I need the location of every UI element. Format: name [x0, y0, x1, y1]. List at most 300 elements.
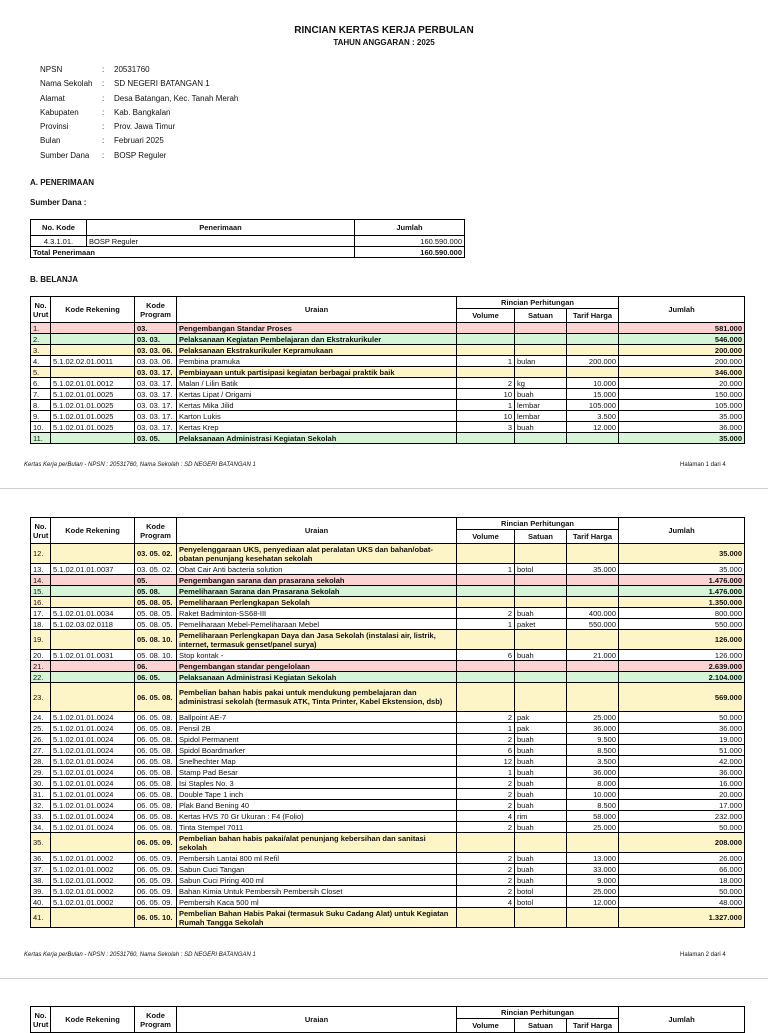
- cell-kode-program: 06. 05. 08.: [135, 767, 177, 778]
- cell-uraian: Spidol Permanent: [177, 734, 457, 745]
- cell-kode-program: 06. 05. 08.: [135, 811, 177, 822]
- cell-jumlah: 35.000: [619, 564, 745, 575]
- cell-jumlah: 581.000: [619, 323, 745, 334]
- cell-kode-program: 03. 03. 17.: [135, 411, 177, 422]
- cell-volume: 2: [457, 800, 515, 811]
- cell-satuan: paket: [515, 619, 567, 630]
- cell-uraian: Pensil 2B: [177, 723, 457, 734]
- cell-kode-rekening: 5.1.02.03.02.0118: [51, 619, 135, 630]
- cell-kode-program: 05. 08.: [135, 586, 177, 597]
- table-row: [31, 767, 745, 778]
- table-row: [31, 789, 745, 800]
- cell-jumlah: 105.000: [619, 400, 745, 411]
- cell-volume: 10: [457, 389, 515, 400]
- info-row: Provinsi : Prov. Jawa Timur: [40, 122, 176, 132]
- cell-jumlah: 66.000: [619, 864, 745, 875]
- cell-tarif-harga: 12.000: [567, 897, 619, 908]
- cell-kode-rekening: [51, 908, 135, 928]
- cell-satuan: buah: [515, 422, 567, 433]
- table-row: [31, 745, 745, 756]
- table-row: [31, 564, 745, 575]
- section-b-label: B. BELANJA: [30, 275, 79, 284]
- belanja-table-page-3: No. Urut Kode Rekening Kode Program Uraian Rincian Perhitungan Jumlah Volume Satuan Tarif Harga: [30, 1006, 745, 1033]
- cell-row-number: 3.: [31, 345, 51, 356]
- cell-kode-rekening: [51, 323, 135, 334]
- cell-row-number: 38.: [31, 875, 51, 886]
- cell-kode-rekening: 5.1.02.01.01.0025: [51, 411, 135, 422]
- cell-volume: [457, 367, 515, 378]
- cell-volume: [457, 575, 515, 586]
- cell-volume: 1: [457, 356, 515, 367]
- cell-kode-rekening: 5.1.02.01.01.0012: [51, 378, 135, 389]
- cell-kode-program: 05.: [135, 575, 177, 586]
- cell-uraian: Pembelian bahan habis pakai/alat penunjang kebersihan dan sanitasi sekolah: [177, 833, 457, 853]
- cell-row-number: 40.: [31, 897, 51, 908]
- table-row: [31, 683, 745, 712]
- cell-tarif-harga: 36.000: [567, 767, 619, 778]
- cell-satuan: buah: [515, 650, 567, 661]
- footer-left-2: Kertas Kerja perBulan - NPSN : 20531760, Nama Sekolah : SD NEGERI BATANGAN 1: [24, 952, 256, 958]
- table-row: [31, 586, 745, 597]
- cell-jumlah: 232.000: [619, 811, 745, 822]
- cell-jumlah: 2.104.000: [619, 672, 745, 683]
- info-row: Nama Sekolah : SD NEGERI BATANGAN 1: [40, 79, 210, 89]
- cell-jumlah: 48.000: [619, 897, 745, 908]
- cell-row-number: 20.: [31, 650, 51, 661]
- cell-kode-program: 03. 03. 17.: [135, 422, 177, 433]
- cell-tarif-harga: [567, 683, 619, 712]
- cell-kode-rekening: 5.1.02.01.01.0031: [51, 650, 135, 661]
- cell-kode-rekening: 5.1.02.01.01.0025: [51, 389, 135, 400]
- cell-satuan: [515, 683, 567, 712]
- cell-uraian: Double Tape 1 inch: [177, 789, 457, 800]
- cell-volume: 2: [457, 875, 515, 886]
- cell-kode-rekening: [51, 575, 135, 586]
- cell-uraian: Bahan Kimia Untuk Pembersih Pembersih Closet: [177, 886, 457, 897]
- cell-row-number: 13.: [31, 564, 51, 575]
- cell-satuan: buah: [515, 389, 567, 400]
- cell-kode-rekening: 5.1.02.01.01.0002: [51, 853, 135, 864]
- cell-tarif-harga: 13.000: [567, 853, 619, 864]
- cell-satuan: buah: [515, 767, 567, 778]
- cell-jumlah: 35.000: [619, 433, 745, 444]
- cell-jumlah: 569.000: [619, 683, 745, 712]
- cell-tarif-harga: [567, 367, 619, 378]
- cell-kode-program: 03. 05. 02.: [135, 564, 177, 575]
- cell-kode-program: 03. 03. 17.: [135, 367, 177, 378]
- cell-tarif-harga: 400.000: [567, 608, 619, 619]
- cell-row-number: 19.: [31, 630, 51, 650]
- cell-volume: 2: [457, 378, 515, 389]
- cell-satuan: [515, 345, 567, 356]
- table-row: [31, 400, 745, 411]
- cell-satuan: [515, 630, 567, 650]
- cell-jumlah: 36.000: [619, 723, 745, 734]
- table-row: [31, 672, 745, 683]
- cell-volume: 1: [457, 619, 515, 630]
- cell-volume: 2: [457, 853, 515, 864]
- cell-tarif-harga: [567, 433, 619, 444]
- cell-tarif-harga: 35.000: [567, 564, 619, 575]
- cell-row-number: 11.: [31, 433, 51, 444]
- cell-kode-rekening: [51, 630, 135, 650]
- cell-jumlah: 126.000: [619, 630, 745, 650]
- cell-jumlah: 18.000: [619, 875, 745, 886]
- cell-kode-rekening: [51, 345, 135, 356]
- cell-tarif-harga: 3.500: [567, 756, 619, 767]
- cell-tarif-harga: [567, 334, 619, 345]
- cell-jumlah: 208.000: [619, 833, 745, 853]
- cell-jumlah: 50.000: [619, 822, 745, 833]
- table-row: [31, 833, 745, 853]
- cell-uraian: Pengembangan Standar Proses: [177, 323, 457, 334]
- cell-volume: [457, 833, 515, 853]
- table-row: [31, 897, 745, 908]
- belanja-table-page-2: No. Urut Kode Rekening Kode Program Uraian Rincian Perhitungan Jumlah Volume Satuan Tarif Harga 12. 03. 05. 02. Penyelenggaraan UKS, penyediaan alat peralatan UKS dan bahan/obat-obatan penunjang kesehatan sekolah 35.000 13. 5.1.02.01.01.0037 03. 05. 02. Obat Cair Anti bacteria solution 1 botol 35.000 35.000 14. 05. Pengembangan sarana dan prasarana sekolah 1.476.000 15. 05. 08. Pemeliharaan Sarana dan Prasarana Sekolah 1.476.000 16. 05. 08. 05. Pemeliharaan Perlengkapan Sekolah 1.350.000 17. 5.1.02.01.01.0034 05. 08. 05. Raket Badminton-SS68-III 2 buah 400.000 800.000 18. 5.1.02.03.02.0118 05. 08. 05. Pemeliharaan Mebel-Pemeliharaan Mebel 1 paket 550.000 550.000 19. 05. 08. 10. Pemeliharaan Perlengkapan Daya dan Jasa Sekolah (instalasi air, listrik, internet, termasuk genset/panel surya) 126.000 20. 5.1.02.01.01.0031 05. 08. 10. Stop kontak - 6 buah 21.000 126.000 21. 06. Pengembangan standar pengelolaan 2.639.000 22. 06. 05. Pelaksanaan Administrasi Kegiatan Sekolah 2.104.000 23. 06. 05. 08. Pembelian bahan habis pakai untuk mendukung pembelajaran dan administrasi sekolah (termasuk ATK, Tinta Printer, Kabel Ekstension, dsb) 569.000 24. 5.1.02.01.01.0024 06. 05. 08. Ballpoint AE-7 2 pak 25.000 50.000 25. 5.1.02.01.01.0024 06. 05. 08. Pensil 2B 1 pak 36.000 36.000 26. 5.1.02.01.01.0024 06. 05. 08. Spidol Permanent 2 buah 9.500 19.000 27. 5.1.02.01.01.0024 06. 05. 08. Spidol Boardmarker 6 buah 8.500 51.000 28. 5.1.02.01.01.0024 06. 05. 08. Snelhechter Map 12 buah 3.500 42.000 29. 5.1.02.01.01.0024 06. 05. 08. Stamp Pad Besar 1 buah 36.000 36.000 30. 5.1.02.01.01.0024 06. 05. 08. Isi Staples No. 3 2 buah 8.000 16.000 31. 5.1.02.01.01.0024 06. 05. 08. Double Tape 1 inch 2 buah 10.000 20.000 32. 5.1.02.01.01.0024 06. 05. 08. Plak Band Bening 40 2 buah 8.500 17.000 33. 5.1.02.01.01.0024 06. 05. 08. Kertas HVS 70 Gr Ukuran : F4 (Folio) 4 rim 58.000 232.000 34. 5.1.02.01.01.0024 06. 05. 08. Tinta Stempel 7011 2 buah 25.000 50.000 35. 06. 05. 09. Pembelian bahan habis pakai/alat penunjang kebersihan dan sanitasi sekolah 208.000 36. 5.1.02.01.01.0002 06. 05. 09. Pembersih Lantai 800 ml Refil 2 buah 13.000 26.000 37. 5.1.02.01.01.0002 06. 05. 09. Sabun Cuci Tangan 2 buah 33.000 66.000 38. 5.1.02.01.01.0002 06. 05. 09. Sabun Cuci Piring 400 ml 2 buah 9.000 18.000 39. 5.1.02.01.01.0002 06. 05. 09. Bahan Kimia Untuk Pembersih Pembersih Closet 2 botol 25.000 50.000 40. 5.1.02.01.01.0002 06. 05. 09. Pembersih Kaca 500 ml 4 botol 12.000 48.000 41. 06. 05. 10. Pembelian Bahan Habis Pakai (termasuk Suku Cadang Alat) untuk Kegiatan Rumah Tangga Sekolah 1.327.000: [30, 517, 745, 928]
- table-row: [31, 712, 745, 723]
- cell-kode-rekening: 5.1.02.01.01.0034: [51, 608, 135, 619]
- cell-row-number: 15.: [31, 586, 51, 597]
- cell-uraian: Snelhechter Map: [177, 756, 457, 767]
- cell-row-number: 37.: [31, 864, 51, 875]
- cell-satuan: buah: [515, 800, 567, 811]
- cell-uraian: Pelaksanaan Administrasi Kegiatan Sekolah: [177, 672, 457, 683]
- cell-satuan: botol: [515, 897, 567, 908]
- cell-volume: 2: [457, 712, 515, 723]
- table-row: [31, 544, 745, 564]
- cell-uraian: Sabun Cuci Piring 400 ml: [177, 875, 457, 886]
- table-row: [31, 756, 745, 767]
- cell-satuan: buah: [515, 822, 567, 833]
- cell-tarif-harga: 8.000: [567, 778, 619, 789]
- cell-row-number: 28.: [31, 756, 51, 767]
- cell-volume: 6: [457, 650, 515, 661]
- cell-satuan: buah: [515, 734, 567, 745]
- table-row: [31, 345, 745, 356]
- table-row: [31, 411, 745, 422]
- info-row: Bulan : Februari 2025: [40, 136, 164, 146]
- cell-volume: [457, 334, 515, 345]
- cell-volume: [457, 630, 515, 650]
- cell-row-number: 12.: [31, 544, 51, 564]
- cell-volume: 6: [457, 745, 515, 756]
- cell-kode-rekening: 5.1.02.01.01.0024: [51, 745, 135, 756]
- info-row: Sumber Dana : BOSP Reguler: [40, 150, 167, 160]
- school-info: [40, 63, 238, 163]
- cell-jumlah: 16.000: [619, 778, 745, 789]
- cell-tarif-harga: [567, 323, 619, 334]
- info-row: NPSN : 20531760: [40, 65, 150, 74]
- cell-kode-program: 06. 05.: [135, 672, 177, 683]
- cell-jumlah: 200.000: [619, 356, 745, 367]
- cell-volume: [457, 597, 515, 608]
- cell-satuan: [515, 433, 567, 444]
- table-row: [31, 433, 745, 444]
- cell-jumlah: 50.000: [619, 712, 745, 723]
- table-row: [31, 630, 745, 650]
- cell-jumlah: 1.476.000: [619, 575, 745, 586]
- cell-kode-program: 06. 05. 08.: [135, 756, 177, 767]
- cell-volume: 2: [457, 822, 515, 833]
- cell-tarif-harga: 21.000: [567, 650, 619, 661]
- cell-row-number: 25.: [31, 723, 51, 734]
- table-row: [31, 389, 745, 400]
- cell-row-number: 6.: [31, 378, 51, 389]
- cell-row-number: 36.: [31, 853, 51, 864]
- cell-kode-program: 06.: [135, 661, 177, 672]
- cell-row-number: 18.: [31, 619, 51, 630]
- cell-kode-rekening: [51, 661, 135, 672]
- page-separator-2: [0, 978, 768, 979]
- cell-kode-rekening: 5.1.02.01.01.0024: [51, 789, 135, 800]
- cell-kode-program: 03. 03. 17.: [135, 389, 177, 400]
- cell-satuan: botol: [515, 564, 567, 575]
- cell-row-number: 41.: [31, 908, 51, 928]
- cell-jumlah: 200.000: [619, 345, 745, 356]
- cell-satuan: buah: [515, 608, 567, 619]
- cell-satuan: [515, 908, 567, 928]
- cell-satuan: [515, 597, 567, 608]
- cell-jumlah: 19.000: [619, 734, 745, 745]
- cell-kode-rekening: [51, 433, 135, 444]
- cell-volume: 2: [457, 864, 515, 875]
- cell-satuan: buah: [515, 853, 567, 864]
- cell-tarif-harga: [567, 544, 619, 564]
- table-row: [31, 597, 745, 608]
- cell-satuan: buah: [515, 789, 567, 800]
- cell-volume: 2: [457, 778, 515, 789]
- cell-kode-rekening: [51, 833, 135, 853]
- cell-tarif-harga: 58.000: [567, 811, 619, 822]
- cell-jumlah: 20.000: [619, 789, 745, 800]
- cell-volume: [457, 586, 515, 597]
- cell-jumlah: 35.000: [619, 544, 745, 564]
- cell-uraian: Pembersih Kaca 500 ml: [177, 897, 457, 908]
- cell-jumlah: 36.000: [619, 422, 745, 433]
- table-row: [31, 875, 745, 886]
- cell-row-number: 34.: [31, 822, 51, 833]
- page-separator: [0, 488, 768, 489]
- cell-tarif-harga: 25.000: [567, 712, 619, 723]
- cell-tarif-harga: 33.000: [567, 864, 619, 875]
- cell-tarif-harga: 10.000: [567, 378, 619, 389]
- cell-row-number: 1.: [31, 323, 51, 334]
- cell-tarif-harga: 10.000: [567, 789, 619, 800]
- cell-kode-rekening: 5.1.02.01.01.0002: [51, 886, 135, 897]
- cell-volume: 1: [457, 400, 515, 411]
- table-row: [31, 811, 745, 822]
- cell-kode-program: 03. 05.: [135, 433, 177, 444]
- cell-uraian: Pengembangan standar pengelolaan: [177, 661, 457, 672]
- cell-row-number: 33.: [31, 811, 51, 822]
- cell-tarif-harga: 200.000: [567, 356, 619, 367]
- cell-volume: [457, 908, 515, 928]
- cell-jumlah: 17.000: [619, 800, 745, 811]
- cell-tarif-harga: 3.500: [567, 411, 619, 422]
- cell-volume: 2: [457, 608, 515, 619]
- cell-jumlah: 800.000: [619, 608, 745, 619]
- cell-kode-rekening: 5.1.02.01.01.0002: [51, 875, 135, 886]
- cell-uraian: Pelaksanaan Administrasi Kegiatan Sekolah: [177, 433, 457, 444]
- cell-uraian: Isi Staples No. 3: [177, 778, 457, 789]
- cell-volume: [457, 683, 515, 712]
- cell-row-number: 21.: [31, 661, 51, 672]
- cell-tarif-harga: 12.000: [567, 422, 619, 433]
- cell-satuan: botol: [515, 886, 567, 897]
- cell-uraian: Pembiayaan untuk partisipasi kegiatan berbagai praktik baik: [177, 367, 457, 378]
- cell-jumlah: 42.000: [619, 756, 745, 767]
- sumber-dana-label: Sumber Dana :: [30, 198, 87, 207]
- cell-volume: [457, 323, 515, 334]
- cell-kode-program: 05. 08. 05.: [135, 619, 177, 630]
- cell-kode-rekening: 5.1.02.01.01.0024: [51, 723, 135, 734]
- cell-uraian: Kertas Mika Jilid: [177, 400, 457, 411]
- cell-kode-rekening: [51, 334, 135, 345]
- cell-volume: [457, 661, 515, 672]
- cell-volume: 4: [457, 897, 515, 908]
- cell-row-number: 4.: [31, 356, 51, 367]
- cell-jumlah: 126.000: [619, 650, 745, 661]
- info-row: Alamat : Desa Batangan, Kec. Tanah Merah: [40, 93, 239, 103]
- cell-kode-program: 06. 05. 09.: [135, 886, 177, 897]
- cell-kode-program: 06. 05. 08.: [135, 734, 177, 745]
- cell-satuan: buah: [515, 875, 567, 886]
- cell-volume: [457, 672, 515, 683]
- cell-row-number: 27.: [31, 745, 51, 756]
- cell-row-number: 14.: [31, 575, 51, 586]
- cell-kode-program: 05. 08. 10.: [135, 650, 177, 661]
- cell-uraian: Spidol Boardmarker: [177, 745, 457, 756]
- cell-volume: 1: [457, 767, 515, 778]
- cell-kode-program: 05. 08. 10.: [135, 630, 177, 650]
- table-row: [31, 734, 745, 745]
- cell-volume: [457, 433, 515, 444]
- table-row: [31, 575, 745, 586]
- cell-uraian: Sabun Cuci Tangan: [177, 864, 457, 875]
- cell-jumlah: 346.000: [619, 367, 745, 378]
- cell-kode-program: 06. 05. 09.: [135, 853, 177, 864]
- cell-row-number: 7.: [31, 389, 51, 400]
- cell-satuan: [515, 833, 567, 853]
- cell-uraian: Pelaksanaan Ekstrakurikuler Kepramukaan: [177, 345, 457, 356]
- cell-uraian: Kertas Lipat / Origami: [177, 389, 457, 400]
- cell-uraian: Pemeliharaan Perlengkapan Sekolah: [177, 597, 457, 608]
- doc-title: RINCIAN KERTAS KERJA PERBULAN: [294, 25, 474, 36]
- table-row: [31, 323, 745, 334]
- cell-jumlah: 1.476.000: [619, 586, 745, 597]
- cell-satuan: buah: [515, 745, 567, 756]
- cell-jumlah: 546.000: [619, 334, 745, 345]
- cell-jumlah: 51.000: [619, 745, 745, 756]
- cell-row-number: 5.: [31, 367, 51, 378]
- cell-jumlah: 150.000: [619, 389, 745, 400]
- cell-satuan: pak: [515, 712, 567, 723]
- cell-satuan: buah: [515, 864, 567, 875]
- cell-jumlah: 36.000: [619, 767, 745, 778]
- cell-kode-program: 06. 05. 10.: [135, 908, 177, 928]
- cell-volume: 4: [457, 811, 515, 822]
- cell-kode-rekening: 5.1.02.01.01.0024: [51, 822, 135, 833]
- cell-satuan: buah: [515, 778, 567, 789]
- cell-satuan: pak: [515, 723, 567, 734]
- cell-kode-rekening: [51, 597, 135, 608]
- cell-tarif-harga: [567, 586, 619, 597]
- cell-uraian: Pembersih Lantai 800 ml Refil: [177, 853, 457, 864]
- table-row: [31, 367, 745, 378]
- cell-satuan: lembar: [515, 411, 567, 422]
- table-row: [31, 619, 745, 630]
- cell-satuan: bulan: [515, 356, 567, 367]
- cell-tarif-harga: [567, 345, 619, 356]
- cell-kode-rekening: [51, 367, 135, 378]
- cell-kode-program: 03. 03.: [135, 334, 177, 345]
- cell-row-number: 32.: [31, 800, 51, 811]
- cell-uraian: Obat Cair Anti bacteria solution: [177, 564, 457, 575]
- cell-tarif-harga: [567, 630, 619, 650]
- cell-kode-program: 05. 08. 05.: [135, 608, 177, 619]
- cell-satuan: buah: [515, 756, 567, 767]
- footer-page-2: Halaman 2 dari 4: [680, 952, 726, 958]
- cell-kode-rekening: 5.1.02.01.01.0025: [51, 422, 135, 433]
- cell-volume: [457, 345, 515, 356]
- cell-uraian: Kertas HVS 70 Gr Ukuran : F4 (Folio): [177, 811, 457, 822]
- cell-kode-rekening: 5.1.02.01.01.0024: [51, 767, 135, 778]
- section-a-label: A. PENERIMAAN: [30, 178, 95, 187]
- cell-kode-program: 06. 05. 08.: [135, 789, 177, 800]
- cell-kode-program: 06. 05. 08.: [135, 712, 177, 723]
- cell-jumlah: 26.000: [619, 853, 745, 864]
- cell-satuan: [515, 323, 567, 334]
- cell-tarif-harga: [567, 597, 619, 608]
- cell-tarif-harga: 25.000: [567, 822, 619, 833]
- cell-tarif-harga: [567, 672, 619, 683]
- cell-volume: [457, 544, 515, 564]
- cell-kode-program: 06. 05. 09.: [135, 875, 177, 886]
- cell-jumlah: 2.639.000: [619, 661, 745, 672]
- cell-row-number: 8.: [31, 400, 51, 411]
- cell-kode-program: 03. 03. 17.: [135, 400, 177, 411]
- cell-satuan: [515, 367, 567, 378]
- cell-uraian: Pemeliharaan Mebel-Pemeliharaan Mebel: [177, 619, 457, 630]
- cell-uraian: Stamp Pad Besar: [177, 767, 457, 778]
- cell-volume: 12: [457, 756, 515, 767]
- cell-kode-rekening: 5.1.02.01.01.0024: [51, 811, 135, 822]
- cell-satuan: [515, 586, 567, 597]
- cell-kode-rekening: 5.1.02.01.01.0024: [51, 756, 135, 767]
- cell-row-number: 24.: [31, 712, 51, 723]
- cell-kode-rekening: 5.1.02.02.01.0011: [51, 356, 135, 367]
- cell-uraian: Pengembangan sarana dan prasarana sekolah: [177, 575, 457, 586]
- cell-kode-rekening: 5.1.02.01.01.0037: [51, 564, 135, 575]
- table-row: [31, 608, 745, 619]
- cell-kode-program: 03. 03. 06.: [135, 345, 177, 356]
- cell-kode-rekening: 5.1.02.01.01.0024: [51, 734, 135, 745]
- cell-kode-program: 03.: [135, 323, 177, 334]
- cell-satuan: [515, 334, 567, 345]
- cell-kode-rekening: [51, 683, 135, 712]
- cell-satuan: rim: [515, 811, 567, 822]
- cell-row-number: 26.: [31, 734, 51, 745]
- cell-tarif-harga: 25.000: [567, 886, 619, 897]
- cell-tarif-harga: [567, 661, 619, 672]
- cell-kode-program: 06. 05. 08.: [135, 683, 177, 712]
- table-row: [31, 822, 745, 833]
- cell-kode-rekening: 5.1.02.01.01.0002: [51, 864, 135, 875]
- belanja-table-page-1: No. Urut Kode Rekening Kode Program Uraian Rincian Perhitungan Jumlah Volume Satuan Tarif Harga 1. 03. Pengembangan Standar Proses 581.000 2. 03. 03. Pelaksanaan Kegiatan Pembelajaran dan Ekstrakurikuler 546.000 3. 03. 03. 06. Pelaksanaan Ekstrakurikuler Kepramukaan 200.000 4. 5.1.02.02.01.0011 03. 03. 06. Pembina pramuka 1 bulan 200.000 200.000 5. 03. 03. 17. Pembiayaan untuk partisipasi kegiatan berbagai praktik baik 346.000 6. 5.1.02.01.01.0012 03. 03. 17. Malan / Lilin Batik 2 kg 10.000 20.000 7. 5.1.02.01.01.0025 03. 03. 17. Kertas Lipat / Origami 10 buah 15.000 150.000 8. 5.1.02.01.01.0025 03. 03. 17. Kertas Mika Jilid 1 lembar 105.000 105.000 9. 5.1.02.01.01.0025 03. 03. 17. Karton Lukis 10 lembar 3.500 35.000 10. 5.1.02.01.01.0025 03. 03. 17. Kertas Krep 3 buah 12.000 36.000 11. 03. 05. Pelaksanaan Administrasi Kegiatan Sekolah 35.000: [30, 296, 745, 444]
- table-row: [31, 661, 745, 672]
- table-row: [31, 864, 745, 875]
- cell-uraian: Ballpoint AE-7: [177, 712, 457, 723]
